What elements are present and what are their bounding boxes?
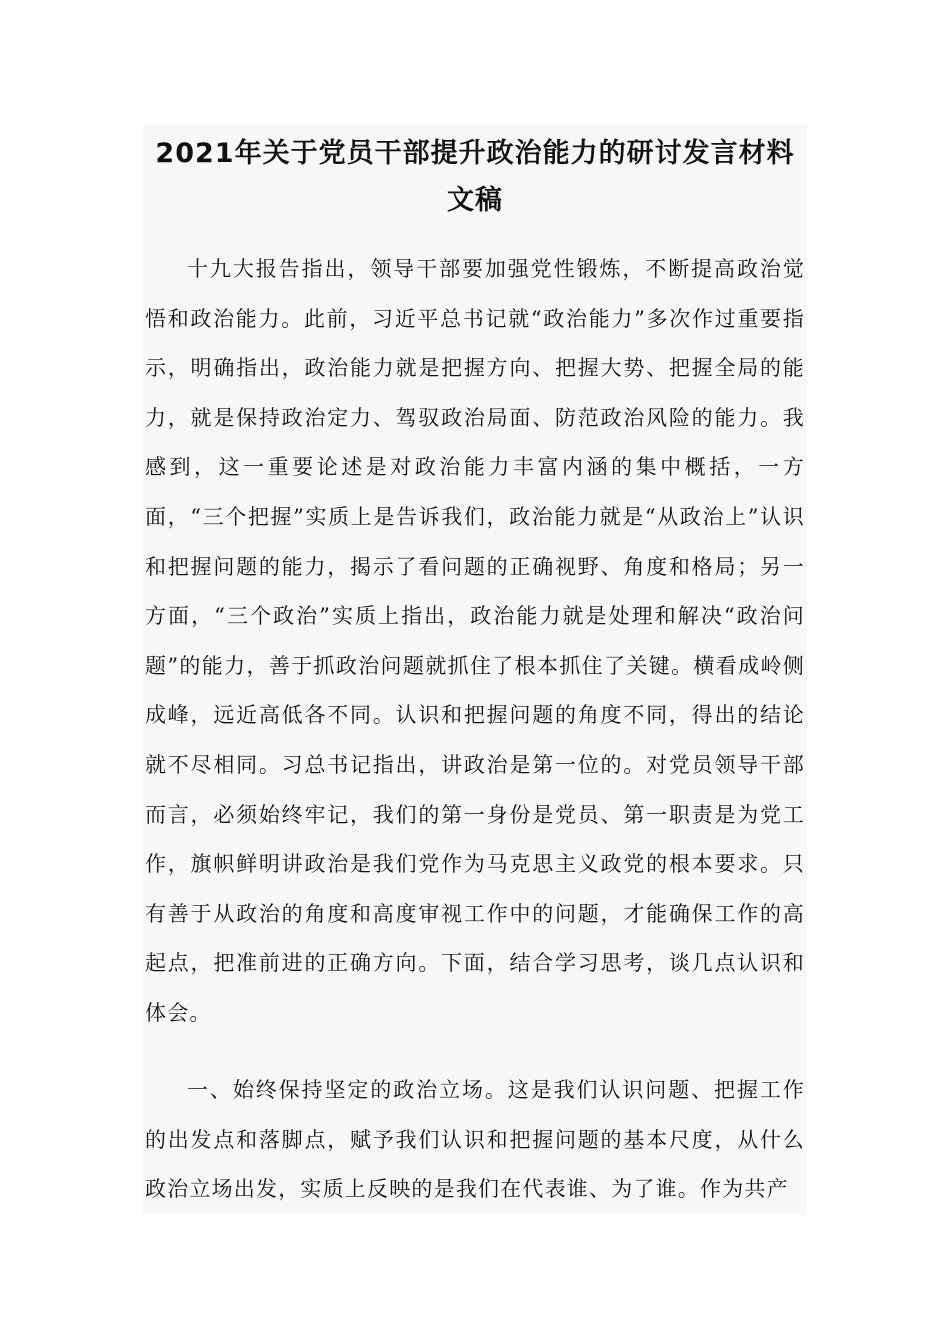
document-title: 2021年关于党员干部提升政治能力的研讨发言材料 <box>155 138 795 169</box>
section-one-paragraph: 一、始终保持坚定的政治立场。这是我们认识问题、把握工作的出发点和落脚点，赋予我们认识和把握问题的基本尺度，从什么政治立场出发，实质上反映的是我们在代表谁、为了谁。作为共产 <box>145 1078 805 1202</box>
intro-paragraph: 十九大报告指出，领导干部要加强党性锻炼，不断提高政治觉悟和政治能力。此前，习近平总书记就“政治能力”多次作过重要指示，明确指出，政治能力就是把握方向、把握大势、把握全局的能力，就是保持政治定力、驾驭政治局面、防范政治风险的能力。我感到，这一重要论述是对政治能力丰富内涵的集中概括，一方面，“三个把握”实质上是告诉我们，政治能力就是“从政治上”认识和把握问题的能力，揭示了看问题的正确视野、角度和格局；另一方面，“三个政治”实质上指出，政治能力就是处理和解决“政治问题”的能力，善于抓政治问题就抓住了根本抓住了关键。横看成岭侧成峰，远近高低各不同。认识和把握问题的角度不同，得出的结论就不尽相同。习总书记指出，讲政治是第一位的。对党员领导干部而言，必须始终牢记，我们的第一身份是党员、第一职责是为党工作，旗帜鲜明讲政治是我们党作为马克思主义政党的根本要求。只有善于从政治的角度和高度审视工作中的问题，才能确保工作的高起点，把准前进的正确方向。下面，结合学习思考，谈几点认识和体会。 <box>145 257 805 1025</box>
document-title-continued: 文稿 <box>447 185 503 216</box>
